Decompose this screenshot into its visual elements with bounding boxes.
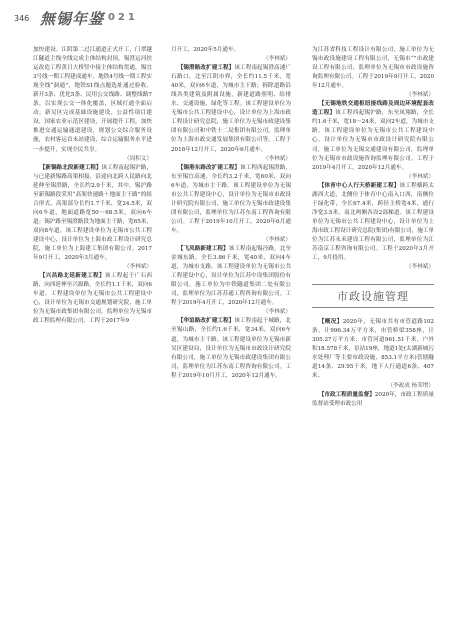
author-credit: （李政成 杨荣增） bbox=[387, 382, 434, 389]
page-number: 346 bbox=[14, 14, 30, 23]
entry-paragraph bbox=[171, 317, 291, 380]
entry-body: 该工程南起锡澄高速广石路口，北至江阴市界，全长约11.5千米，宽40米，双向6车道，为城市主干路；拆除道路沿线各类建筑及附属设施，新建道路照明、给排水、交通设施、绿化等工程。该工程建设单位为无锡市公共工程建设中心，设计单位为上海市政工程设计研究总院，施工单位为无锡市政建设集团有限公司和中铁十二局集团有限公司，监理单位为上海市政交通发展集团有限公司等。工程于2018年12月开工，2020年6月通车。 bbox=[171, 65, 291, 153]
entry-paragraph bbox=[312, 391, 434, 409]
author-credit: （李林斌） bbox=[263, 309, 291, 316]
text-column-1 bbox=[33, 46, 152, 632]
author-credit: （李林斌） bbox=[406, 92, 434, 99]
author-credit: （李林斌） bbox=[406, 173, 434, 180]
entry-paragraph bbox=[312, 318, 434, 381]
entry-heading: 【华谊路改扩建工程】 bbox=[177, 318, 235, 325]
entry-paragraph bbox=[171, 164, 291, 236]
body-paragraph: 为江苏省科技工程设计有限公司，施工单位为无锡市政设施建设工程有限公司，无锡市“”市政建设工程有限公司，监理单位为无锡市市政设施咨询监理有限公司。工程于2019年9月开工，2020年12月通车。 bbox=[312, 47, 434, 90]
author-credit: （李林斌） bbox=[263, 236, 291, 243]
entry-body: 该工程南起干城路，北至锡山路，全长约1.6千米，宽34米，双向6车道，为城市主干路。该工程建设单位为无锡市新吴区建设局，设计单位为无锡市市政设计研究院有限公司，施工单位为无锡市政建设集团有限公司，监理单位为江苏东南工程咨询有限公司。工程于2019年10月开工，2020年12月通车。 bbox=[171, 318, 291, 379]
entry-heading: 【体育中心人行天桥新建工程】 bbox=[318, 182, 400, 189]
entry-body: 该工程西起锡澄路，东至锡宜高速，全长约3.2千米，宽60米，双向6车道，为城市主干路。该工程建设单位为无锡市公共工程建设中心，设计单位为无锡市市政设计研究院有限公司，施工单位为无锡市政建设集团有限公司，监理单位为江苏东南工程咨询有限公司。工程于2019年10月开工，2020年6月通车。 bbox=[171, 164, 291, 234]
entry-heading: 【飞凤路新建工程】 bbox=[177, 246, 229, 253]
entry-paragraph bbox=[33, 272, 152, 326]
entry-body: 该工程横跨太湖西大道，北侧位于体育中心南入口西，南侧位于绿化带，全长67.4米，跨径主桥宽4米，通行净宽3.5米，南北两侧各设2部梯道。该工程建设单位为无锡市公共工程建设中心，设计单位为上海市政工程设计研究总院(集团)有限公司，施工单位为江苏永禾建设工程有限公司，监理单位为江苏南京工程咨询有限公司。工程于2020年3月开工，9月投用。 bbox=[312, 182, 434, 262]
section-title-box bbox=[312, 284, 434, 308]
text-column-2 bbox=[171, 46, 291, 632]
author-credit: （李林斌） bbox=[406, 264, 434, 271]
yearbook-title: 無锡年鉴 bbox=[40, 10, 105, 28]
entry-body: 该工程南起锡泾路，北至金城东路，全长3.86千米，宽40米，双向4车道，为城市支路。该工程建设单位为无锡市公共工程建设中心，设计单位为江苏中设集团股份有限公司，施工单位为中铁隧道集团二处有限公司，监理单位为江苏苏通工程咨询有限公司。工程于2019年4月开工，2020年12月通车。 bbox=[171, 246, 291, 307]
author-credit: （周积义） bbox=[124, 155, 152, 162]
entry-paragraph bbox=[312, 182, 434, 263]
body-paragraph: 加快建设。江阴第二过江通道正式开工，门翠越江隧道主线全线完成主体结构封顶，锡澄运河扶运改造工程黄日大桥竖中接主体结构贯通，锡宜3号线一期工程建成通车，地铁4号线一期工程实现全线“洞通”，地铁S1线点题选址通过验收，新开3条、优化5条、民用公交线路、调整线路7条，以实现公交一体化覆盖，区域打通全面启动。新吴区完成基础设施建设、公益性项目建设、国家农业示范区建设，开展提升工程，加快推进交通运输通道建设，规划公交综合服务设施，农村客运首末站建设，综合运输服务水平进一步提升，实现全民共享。 bbox=[33, 47, 152, 153]
entry-body: 该工程西起锡沪路，东至凤翔路，全长约1.6千米，宽18～24米，双向2车道，为城市支路。该工程建设单位为无锡市公共工程建设中心，设计单位为无锡市市政设计研究院有限公司，施工单位为无锡交通建设有限公司，监理单位为无锡市市政设施咨询监理有限公司。工程于2019年4月开工，2020年12月通车。 bbox=[312, 110, 434, 171]
entry-heading: 【新锡路北段新建工程】 bbox=[39, 164, 102, 171]
entry-paragraph bbox=[171, 64, 291, 154]
entry-heading: 【锡澄路改扩建工程】 bbox=[177, 65, 235, 72]
entry-heading: 【概况】 bbox=[318, 319, 343, 326]
entry-heading: 【无锡地铁交通枢纽接线路及周边环境配套改造工程】 bbox=[312, 101, 434, 117]
author-credit: （李林斌） bbox=[124, 264, 152, 271]
author-credit: （李林斌） bbox=[263, 155, 291, 162]
entry-heading: 【锡港东路改扩建工程】 bbox=[177, 164, 241, 171]
entry-body: 2020年，市政工程质量监督站受理市政公用 bbox=[312, 391, 434, 407]
section-title: 市政设施管理 bbox=[337, 289, 409, 303]
entry-paragraph bbox=[312, 100, 434, 172]
body-paragraph: 月开工，2020年5月通车。 bbox=[171, 47, 240, 53]
entry-body: 2020年，无锡市共有市管道路102条，计996.34万平方米，市管桥梁358座，计305.27万平方米；市管河道961.51千米，户外积18.578千米，泵站19座，地道1处(太湖新城污水处理厂等主要市政设施，853.1平方米)管辖隧道14条、29.95千米，地下人行通道6条、407米。 bbox=[312, 319, 434, 380]
entry-heading: 【市政工程质量监督】 bbox=[318, 391, 375, 398]
entry-body: 该工程南起锡沪路，与已建新锡路高架相接，沿途向北跨人民路向北延伸至锡澄路，全长约2.9千米，其中，锡沪路至新锡路段采用“高架快速路＋地面主干路”的组合形式，高架部分长约1.7千米，宽24.5米，双向6车道，地面道路宽50～68.5米，双向6车道；锡沪路至锡澄路段为地面主干路，宽65米，双向8车道。该工程建设单位为无锡市公共工程建设中心，设计单位为上海市政工程设计研究总院，施工单位为上海建工集团有限公司。2017年9月开工，2020年3月通车。 bbox=[33, 164, 152, 262]
entry-paragraph bbox=[171, 245, 291, 308]
entry-body: 该工程起于广石西路，向西延伸至兴源路，全长约1.1千米，双向6车道。工程建设单位为无锡市公共工程建设中心，设计单位为无锡市交通规划研究院，施工单位为无锡市政集团有限公司，监理单位为无锡市政工程监理有限公司。工程于2017年9 bbox=[33, 273, 152, 325]
yearbook-year: 2021 bbox=[98, 12, 138, 23]
entry-paragraph bbox=[33, 164, 152, 264]
page-header bbox=[0, 0, 468, 36]
text-column-3 bbox=[312, 46, 434, 632]
author-credit: （李林斌） bbox=[263, 56, 291, 63]
entry-heading: 【兴昌路北延新建工程】 bbox=[39, 273, 105, 280]
